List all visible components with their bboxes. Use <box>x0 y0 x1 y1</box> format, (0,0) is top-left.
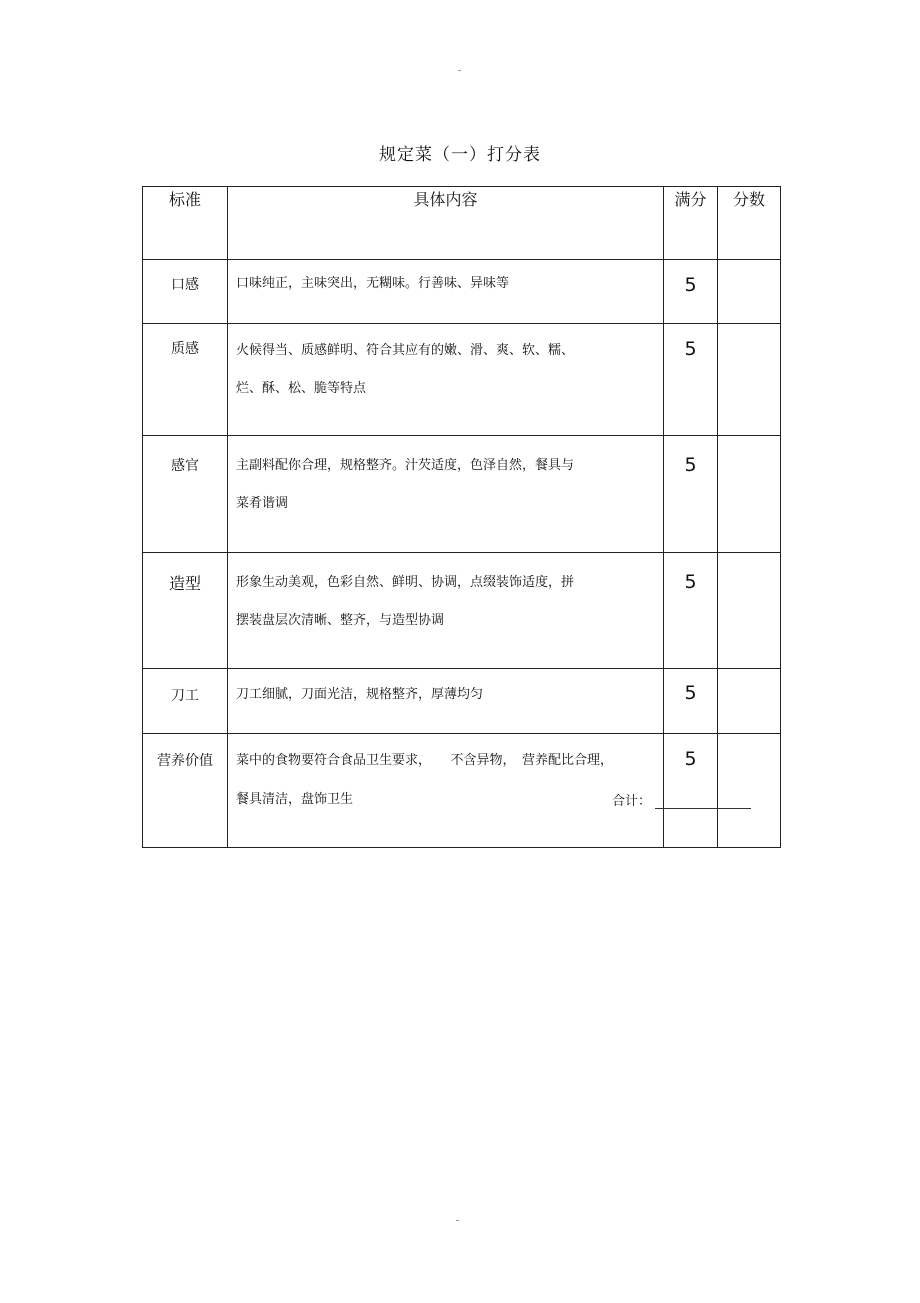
table-row <box>143 436 781 553</box>
table-row <box>143 669 781 734</box>
header-criterion: 标准 <box>143 187 228 260</box>
criterion-cell: 造型 <box>143 553 228 669</box>
full-score-cell: 5 <box>664 734 718 848</box>
score-input-cell[interactable] <box>718 324 781 436</box>
total-blank-line[interactable] <box>655 796 751 809</box>
total-label: 合计： <box>612 794 652 809</box>
page-title: 规定菜（一）打分表 <box>379 145 541 165</box>
score-table <box>142 186 781 848</box>
full-score-cell: 5 <box>664 324 718 436</box>
table-row <box>143 553 781 669</box>
criterion-cell: 质感 <box>143 324 228 436</box>
score-input-cell[interactable] <box>718 436 781 553</box>
header-score: 分数 <box>718 187 781 260</box>
full-score-cell: 5 <box>664 436 718 553</box>
content-cell: 刀工细腻，刀面光洁，规格整齐，厚薄均匀 <box>228 669 664 734</box>
bottom-dot-mark <box>456 1220 459 1221</box>
criterion-cell: 营养价值 <box>143 734 228 848</box>
top-dot-mark <box>458 70 461 71</box>
header-full-score: 满分 <box>664 187 718 260</box>
table-header-row <box>143 187 781 260</box>
content-cell: 形象生动美观，色彩自然、鲜明、协调，点缀装饰适度，拼 摆装盘层次清晰、整齐，与造型协调 <box>228 553 664 669</box>
criterion-cell: 刀工 <box>143 669 228 734</box>
content-cell: 主副料配你合理，规格整齐。汁芡适度，色泽自然，餐具与 菜肴谐调 <box>228 436 664 553</box>
full-score-cell: 5 <box>664 260 718 324</box>
table-row <box>143 324 781 436</box>
content-cell: 菜中的食物要符合食品卫生要求， 不含异物， 营养配比合理， 餐具清洁，盘饰卫生 <box>228 734 664 848</box>
full-score-cell: 5 <box>664 669 718 734</box>
full-score-cell: 5 <box>664 553 718 669</box>
score-input-cell[interactable] <box>718 260 781 324</box>
criterion-cell: 口感 <box>143 260 228 324</box>
total-field <box>612 790 751 809</box>
content-cell: 火候得当、质感鲜明、符合其应有的嫩、滑、爽、软、糯、 烂、酥、松、脆等特点 <box>228 324 664 436</box>
table-row <box>143 260 781 324</box>
criterion-cell: 感官 <box>143 436 228 553</box>
score-input-cell[interactable] <box>718 553 781 669</box>
header-content: 具体内容 <box>228 187 664 260</box>
score-input-cell[interactable] <box>718 669 781 734</box>
content-cell: 口味纯正，主味突出，无糊味。行善味、异味等 <box>228 260 664 324</box>
